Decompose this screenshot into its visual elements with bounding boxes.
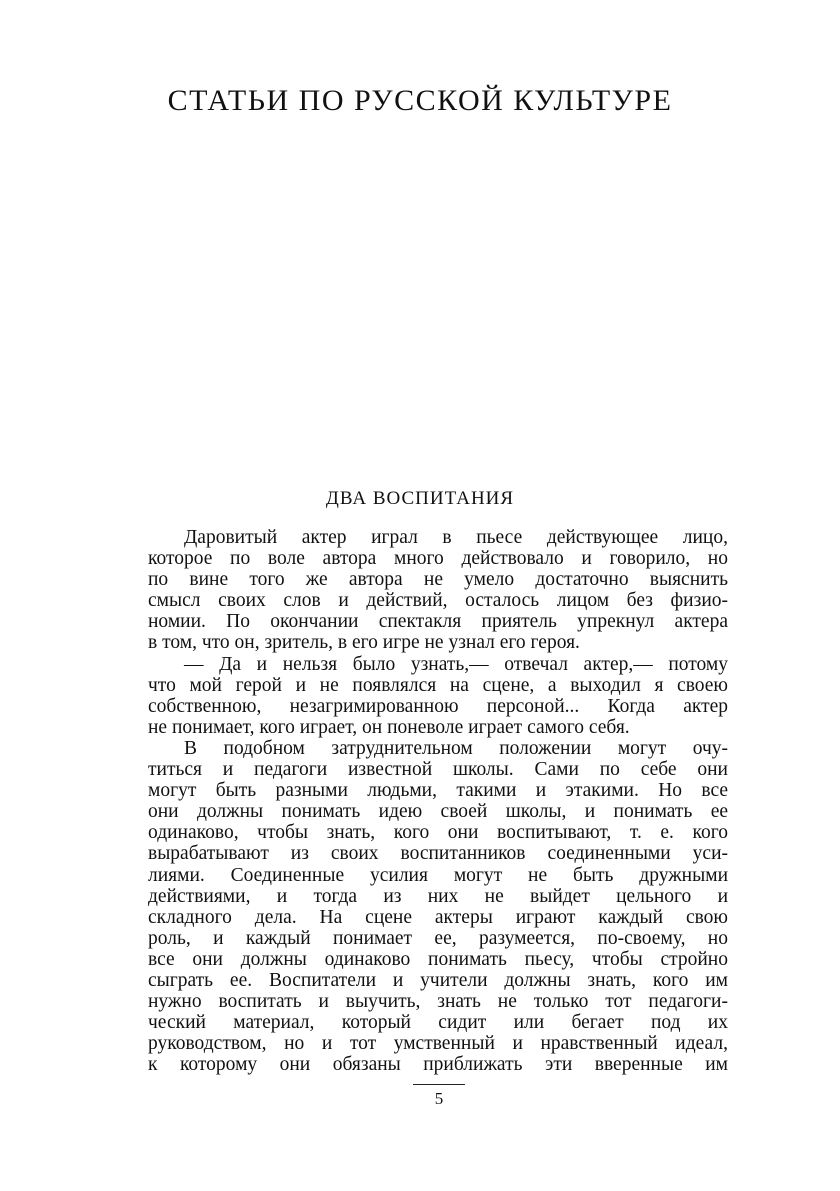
text-line: сыграть ее. Воспитатели и учители должны знать, кого им bbox=[148, 969, 728, 991]
text-line: в том, что он, зритель, в его игре не узнал его героя. bbox=[148, 632, 580, 654]
text-line: нужно воспитать и выучить, знать не только тот педагоги- bbox=[148, 991, 728, 1013]
text-line: роль, и каждый понимает ее, разумеется, по-своему, но bbox=[148, 927, 728, 949]
paragraph bbox=[148, 527, 728, 654]
text-line: смысл своих слов и действий, осталось лицом без физио- bbox=[148, 590, 728, 612]
text-line: — Да и нельзя было узнать,— отвечал актер,— потому bbox=[184, 653, 728, 675]
text-line: которое по воле автора много действовало и говорило, но bbox=[148, 548, 728, 570]
text-line: по вине того же автора не умело достаточно выяснить bbox=[148, 569, 728, 591]
text-line: действиями, и тогда из них не выйдет цельного и bbox=[148, 885, 728, 907]
page-number: 5 bbox=[434, 1089, 444, 1108]
paragraph bbox=[148, 654, 728, 738]
paragraph bbox=[148, 738, 728, 1076]
text-line: лиями. Соединенные усилия могут не быть дружными bbox=[148, 864, 728, 886]
body-text bbox=[148, 527, 728, 1075]
text-line: к которому они обязаны приближать эти вверенные им bbox=[148, 1054, 728, 1076]
text-line: руководством, но и тот умственный и нравственный идеал, bbox=[148, 1033, 728, 1055]
text-line: все они должны одинаково понимать пьесу, чтобы стройно bbox=[148, 948, 728, 970]
text-line: они должны понимать идею своей школы, и понимать ее bbox=[148, 801, 728, 823]
text-line: номии. По окончании спектакля приятель упрекнул актера bbox=[148, 611, 728, 633]
text-line: собственною, незагримированною персоной... Когда актер bbox=[148, 695, 728, 717]
part-title: СТАТЬИ ПО РУССКОЙ КУЛЬТУРЕ bbox=[167, 84, 673, 117]
text-line: Даровитый актер играл в пьесе действующее лицо, bbox=[184, 527, 728, 548]
text-line: титься и педагоги известной школы. Сами по себе они bbox=[148, 759, 728, 781]
text-line: ческий материал, который сидит или бегает под их bbox=[148, 1012, 728, 1034]
chapter-title: ДВА ВОСПИТАНИЯ bbox=[325, 488, 515, 509]
text-line: В подобном затруднительном положении могут очу- bbox=[184, 737, 728, 759]
text-line: одинаково, чтобы знать, кого они воспитывают, т. е. кого bbox=[148, 822, 728, 844]
text-line: не понимает, кого играет, он поневоле играет самого себя. bbox=[148, 716, 630, 738]
page-number-rule bbox=[413, 1084, 465, 1085]
text-line: могут быть разными людьми, такими и этакими. Но все bbox=[148, 780, 728, 802]
text-line: вырабатывают из своих воспитанников соединенными уси- bbox=[148, 843, 728, 865]
text-line: что мой герой и не появлялся на сцене, а выходил я своею bbox=[148, 674, 728, 696]
text-line: складного дела. На сцене актеры играют каждый свою bbox=[148, 906, 728, 928]
